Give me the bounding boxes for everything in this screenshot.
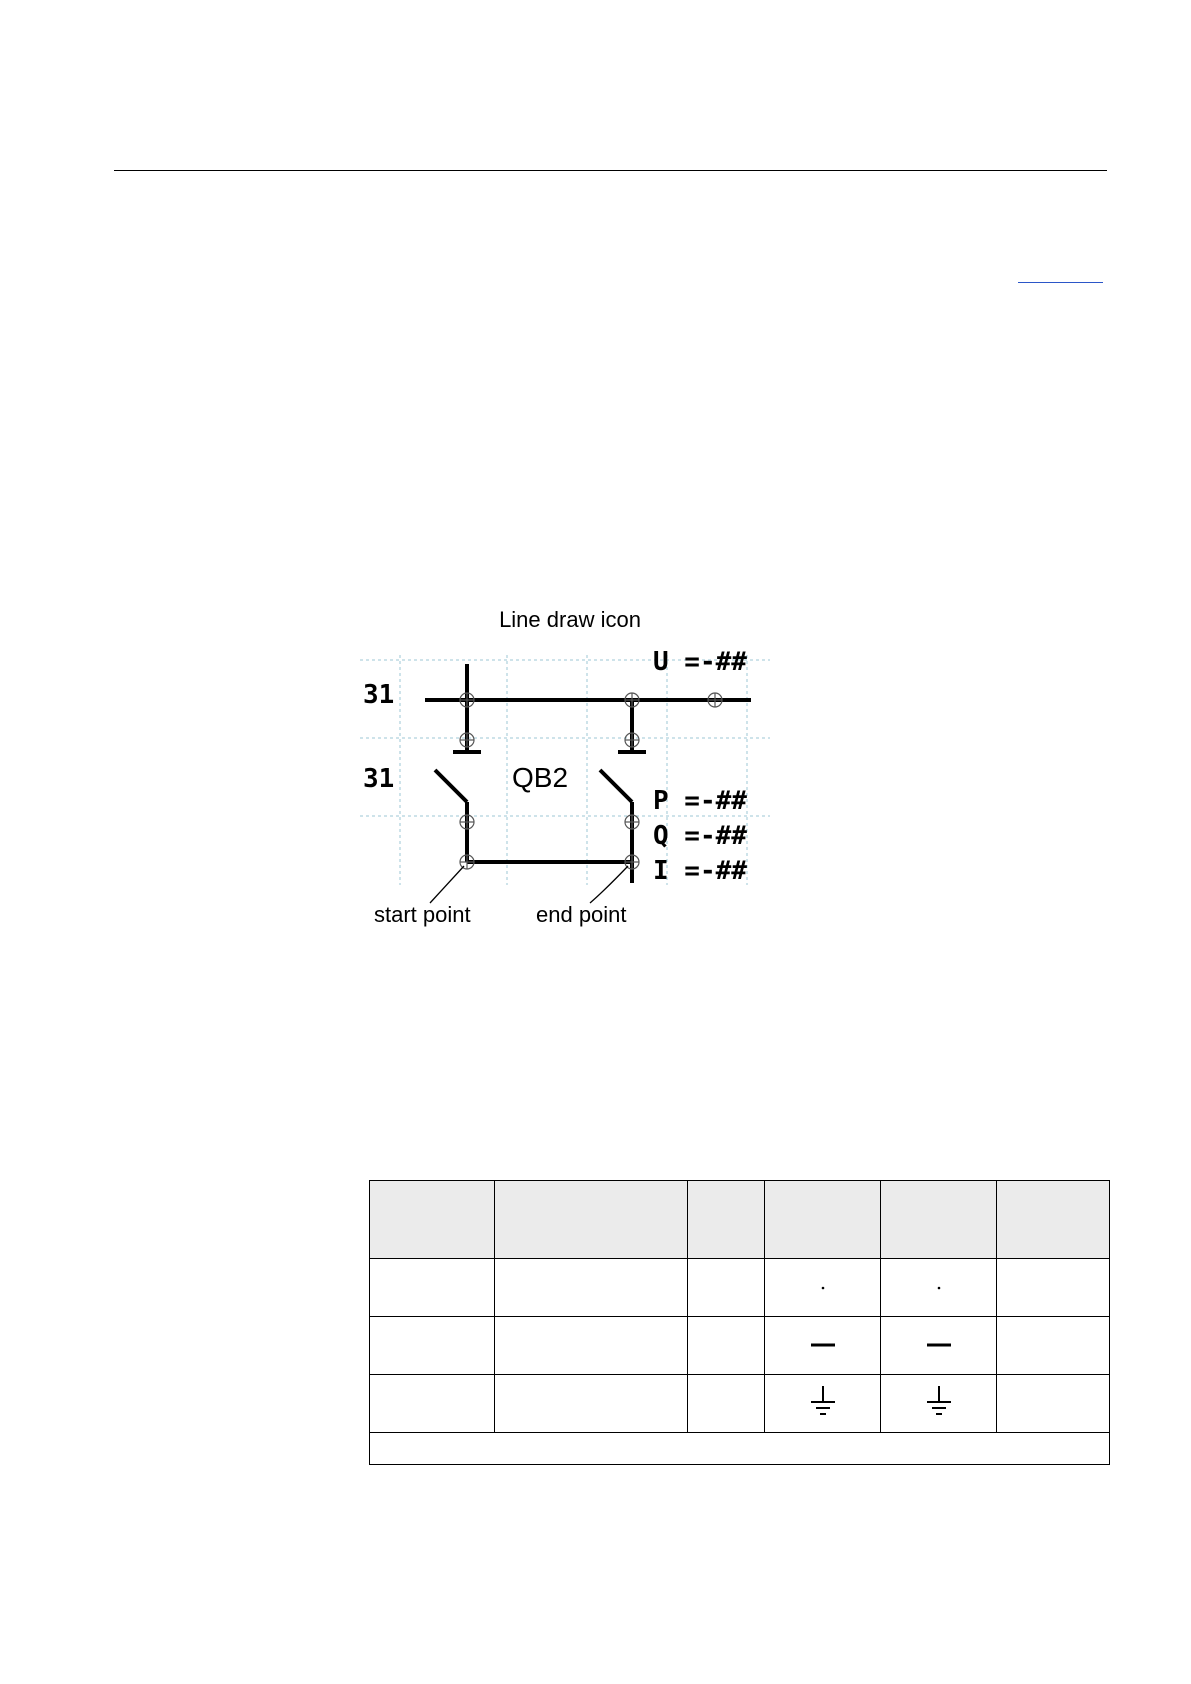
callout-lines xyxy=(430,866,628,903)
table-cell xyxy=(495,1259,688,1317)
switch-label-qb2: QB2 xyxy=(512,762,569,793)
dash-icon xyxy=(925,1340,953,1350)
table-cell xyxy=(495,1375,688,1433)
connection-point xyxy=(460,733,474,747)
single-line-diagram xyxy=(360,600,780,930)
measurement-p: P =-## xyxy=(653,786,747,816)
table-cell xyxy=(881,1375,997,1433)
figure-title: Line draw icon xyxy=(499,607,641,632)
table-cell xyxy=(765,1259,881,1317)
connection-point xyxy=(625,693,639,707)
connection-point xyxy=(625,815,639,829)
ground-icon xyxy=(808,1384,838,1418)
table-cell xyxy=(881,1317,997,1375)
table-header xyxy=(370,1181,495,1259)
table-header xyxy=(765,1181,881,1259)
table-header xyxy=(881,1181,997,1259)
dot-icon xyxy=(934,1282,944,1292)
ground-icon xyxy=(924,1384,954,1418)
dash-icon xyxy=(809,1340,837,1350)
table-footer-cell xyxy=(370,1433,1110,1465)
table-cell xyxy=(688,1259,765,1317)
table-cell xyxy=(997,1375,1110,1433)
table-cell xyxy=(997,1259,1110,1317)
table-row xyxy=(370,1317,1110,1375)
connection-point xyxy=(708,693,722,707)
top-link[interactable] xyxy=(1018,282,1103,283)
table-header xyxy=(997,1181,1110,1259)
symbol-table xyxy=(369,1180,1109,1465)
table-cell xyxy=(370,1317,495,1375)
connection-point xyxy=(460,693,474,707)
table-header-row xyxy=(370,1181,1110,1259)
table-cell xyxy=(881,1259,997,1317)
line-draw-figure xyxy=(360,600,780,930)
table-row xyxy=(370,1259,1110,1317)
table-cell xyxy=(688,1375,765,1433)
connection-point xyxy=(625,733,639,747)
table-cell xyxy=(370,1375,495,1433)
table-cell xyxy=(688,1317,765,1375)
measurement-q: Q =-## xyxy=(653,821,747,851)
measurement-i: I =-## xyxy=(653,856,747,886)
switch-label-left: 31 xyxy=(363,764,395,794)
start-point-callout-line xyxy=(430,866,464,903)
end-point-callout-line xyxy=(590,866,628,903)
connection-point xyxy=(460,815,474,829)
table-cell xyxy=(997,1317,1110,1375)
start-connection-point xyxy=(460,855,474,869)
table-row xyxy=(370,1375,1110,1433)
header-rule xyxy=(114,170,1107,171)
end-point-label: end point xyxy=(536,902,627,927)
table-header xyxy=(495,1181,688,1259)
table-cell xyxy=(765,1375,881,1433)
table-footer-row xyxy=(370,1433,1110,1465)
bus-label: 31 xyxy=(363,680,395,710)
dot-icon xyxy=(818,1282,828,1292)
table-cell xyxy=(370,1259,495,1317)
table-cell xyxy=(765,1317,881,1375)
table-cell xyxy=(495,1317,688,1375)
table-header xyxy=(688,1181,765,1259)
start-point-label: start point xyxy=(374,902,471,927)
measurement-u: U =-## xyxy=(653,647,747,677)
